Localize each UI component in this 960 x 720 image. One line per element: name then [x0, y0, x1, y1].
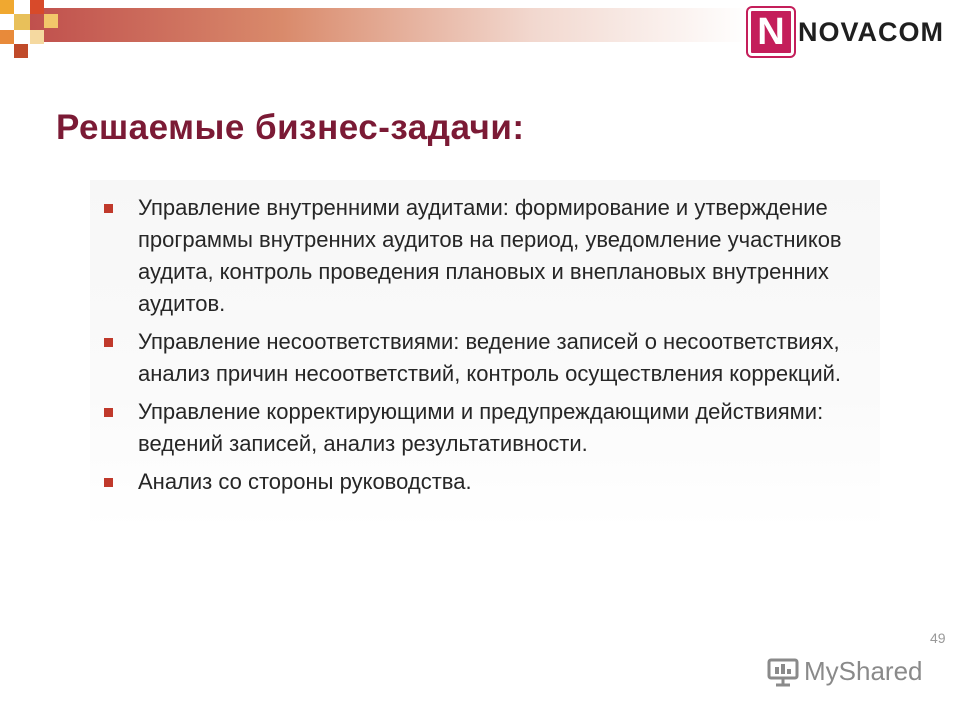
logo-mark: N: [748, 8, 794, 56]
deco-square: [30, 30, 44, 44]
deco-square: [14, 44, 28, 58]
bullet-text: Управление несоответствиями: ведение записей о несоответствиях, анализ причин несоответствий, контроль осуществления коррекций.: [138, 329, 842, 386]
logo-text: NOVACOM: [798, 16, 944, 47]
bullet-marker-icon: [104, 338, 113, 347]
deco-square: [44, 14, 58, 28]
bullet-marker-icon: [104, 478, 113, 487]
bullet-text: Управление корректирующими и предупреждающими действиями: ведений записей, анализ результативности.: [138, 399, 824, 456]
watermark-text: MyShared: [804, 656, 923, 686]
bullet-marker-icon: [104, 204, 113, 213]
bullet-text: Управление внутренними аудитами: формирование и утверждение программы внутренних аудитов на период, уведомление участников аудита, контроль проведения плановых и внеплановых внутренних аудитов.: [138, 195, 842, 316]
list-item: [104, 466, 874, 498]
myshared-watermark: [766, 656, 923, 687]
deco-square: [14, 14, 30, 30]
deco-square: [0, 0, 14, 14]
novacom-logo: [748, 6, 944, 58]
slide-title: Решаемые бизнес-задачи:: [56, 108, 525, 147]
bullet-marker-icon: [104, 408, 113, 417]
list-item: [104, 192, 874, 320]
list-item: [104, 326, 874, 390]
bullet-text: Анализ со стороны руководства.: [138, 469, 472, 494]
presentation-icon: [766, 657, 800, 687]
deco-square: [30, 0, 44, 14]
page-number: 49: [930, 630, 946, 646]
deco-square: [0, 30, 14, 44]
list-item: [104, 396, 874, 460]
header-gradient-band: [30, 8, 750, 42]
bullet-list: [104, 192, 874, 504]
